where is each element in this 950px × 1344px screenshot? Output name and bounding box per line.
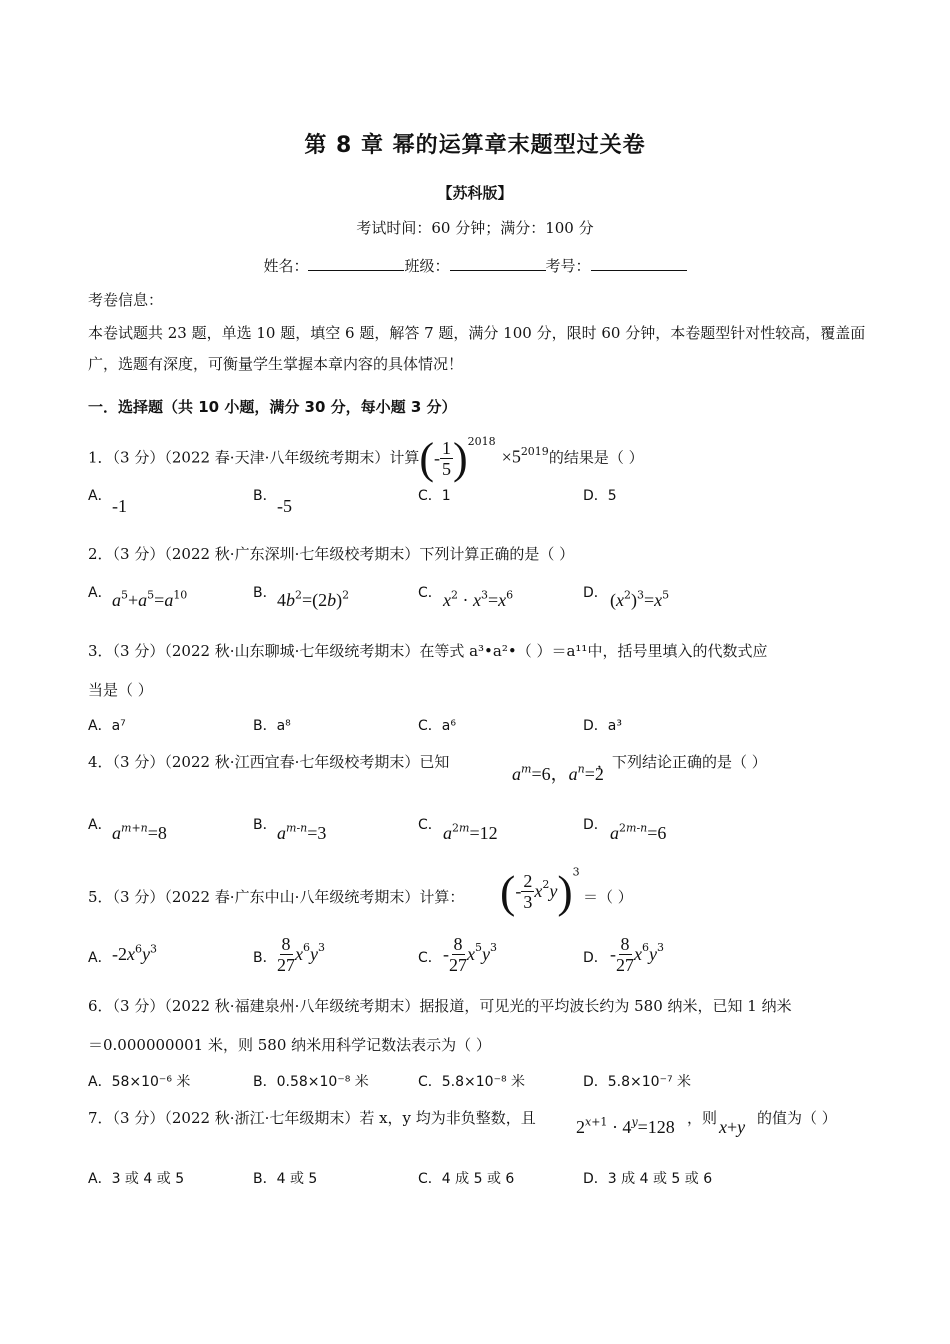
q1-expression: (- $\frac{1}{5}$ )$^{2018}\times 5^{2019}$ [419,434,549,483]
q4-option-c-expr: $a^{2m}=12$ [443,821,498,843]
class-label: 班级： [404,257,450,275]
q5-option-b[interactable]: B． [253,950,277,966]
q5-option-a-expr: $-2x^6y^3$ [112,942,157,964]
q3-option-a[interactable]: A．a⁷ [88,718,126,734]
question-3-cont: 当是（ ） [88,681,153,699]
question-6: 6．（3 分）（2022 秋·福建泉州·八年级统考期末）据报道，可见光的平均波长约为 580 纳米，已知 1 纳米 [88,997,792,1015]
q6-option-c[interactable]: C．5.8×10⁻⁸ 米 [418,1074,526,1090]
section-heading: 一．选择题（共 10 小题，满分 30 分，每小题 3 分） [88,398,457,416]
name-label: 姓名： [263,257,309,275]
question-5 [88,886,464,907]
info-body: 本卷试题共 23 题，单选 10 题，填空 6 题，解答 7 题，满分 100 分，限时 60 分钟，本卷题型针对性较高，覆盖面广，选题有深度，可衡量学生掌握本章内容的具体情况！ [88,324,866,373]
question-1 [88,433,644,484]
question-3: 3．（3 分）（2022 秋·山东聊城·七年级统考期末）在等式 a³•a²•（ ）＝a¹¹中，括号里填入的代数式应 [88,642,768,660]
q4-option-c[interactable]: C． [418,817,442,833]
q4-option-a[interactable]: A． [88,817,112,833]
q7-option-a[interactable]: A．3 或 4 或 5 [88,1171,185,1187]
number-blank[interactable] [591,256,687,271]
q4-option-a-expr: $a^{m+n}=8$ [112,821,167,843]
q7-option-c[interactable]: C．4 成 5 或 6 [418,1171,515,1187]
name-blank[interactable] [308,256,404,271]
q1-option-a-value: -1 [112,496,127,516]
question-6-cont: ＝0.000000001 米，则 580 纳米用科学记数法表示为（ ） [88,1036,491,1054]
q5-option-c[interactable]: C． [418,950,442,966]
q2-option-a[interactable]: A． [88,585,112,601]
q2-option-d-expr: $(x^2)^3=x^5$ [610,588,670,610]
q5-option-d[interactable]: D． [583,950,608,966]
q1-tail: 的结果是（ ） [548,448,644,467]
page-title: 第 8 章 幂的运算章末题型过关卷 [304,133,646,158]
q1-option-c[interactable]: C．1 [418,488,451,504]
q5-expression: (- $\frac{2}{3}$ $x^2y)^3$ [500,865,580,917]
question-7: 7．（3 分）（2022 秋·浙江·七年级期末）若 x，y 均为非负整数，且 [88,1109,536,1127]
q4-option-b[interactable]: B． [253,817,277,833]
q6-option-d[interactable]: D．5.8×10⁻⁷ 米 [583,1074,692,1090]
class-blank[interactable] [450,256,546,271]
q2-option-b[interactable]: B． [253,585,277,601]
q7-condition-expr: $2^{x+1} \cdot 4^y=128$ [576,1115,675,1137]
q7-target-expr: x+y [719,1117,746,1137]
q6-option-b[interactable]: B．0.58×10⁻⁸ 米 [253,1074,369,1090]
q5-tail: ＝（ ） [583,888,633,906]
number-label: 考号： [545,257,591,275]
q4-option-d-expr: $a^{2m-n}=6$ [610,821,667,843]
q2-option-b-expr: $4b^2=(2b)^2$ [277,588,350,610]
q4-stem: 4．（3 分）（2022 秋·江西宜春·七年级校考期末）已知 [88,753,450,771]
q7-mid: ，则 [687,1109,718,1127]
q5-option-d-expr: - $\frac{8}{27}$ $x^6y^3$ [610,934,664,975]
q4-option-d[interactable]: D． [583,817,608,833]
q3-option-b[interactable]: B．a⁸ [253,718,291,734]
q2-option-c-expr: $x^2 \cdot x^3=x^6$ [443,588,514,610]
q1-option-d[interactable]: D．5 [583,488,617,504]
q7-option-d[interactable]: D．3 成 4 或 5 或 6 [583,1171,713,1187]
q5-option-c-expr: - $\frac{8}{27}$ $x^5y^3$ [443,934,497,975]
q1-stem: 1．（3 分）（2022 春·天津·八年级统考期末）计算 [88,448,420,467]
q4-given-expr: $a^m=6$，$a^n=2$ [512,762,604,784]
q1-option-b-value: -5 [277,496,292,516]
q3-option-d[interactable]: D．a³ [583,718,622,734]
q2-option-d[interactable]: D． [583,585,608,601]
info-heading: 考卷信息： [88,291,164,309]
q5-option-b-expr: $\frac{8}{27}$ $x^6y^3$ [277,934,325,975]
edition-label: 【苏科版】 [437,184,513,202]
q2-option-a-expr: $a^5+a^5=a^{10}$ [112,588,188,610]
q5-option-a[interactable]: A． [88,950,112,966]
student-info-line [0,255,950,276]
q5-stem: 5．（3 分）（2022 春·广东中山·八年级统考期末）计算： [88,888,465,906]
exam-time: 考试时间：60 分钟；满分：100 分 [356,219,594,237]
q1-option-a[interactable]: A． [88,488,112,504]
q4-option-b-expr: $a^{m-n}=3$ [277,821,327,843]
q6-option-a[interactable]: A．58×10⁻⁶ 米 [88,1074,191,1090]
q3-option-c[interactable]: C．a⁶ [418,718,456,734]
question-2: 2．（3 分）（2022 秋·广东深圳·七年级校考期末）下列计算正确的是（ ） [88,545,575,563]
q1-option-b[interactable]: B． [253,488,277,504]
q7-tail: 的值为（ ） [757,1109,837,1127]
question-4 [88,751,449,772]
q7-option-b[interactable]: B．4 或 5 [253,1171,318,1187]
q4-tail: ，下列结论正确的是（ ） [597,753,767,771]
q2-option-c[interactable]: C． [418,585,442,601]
